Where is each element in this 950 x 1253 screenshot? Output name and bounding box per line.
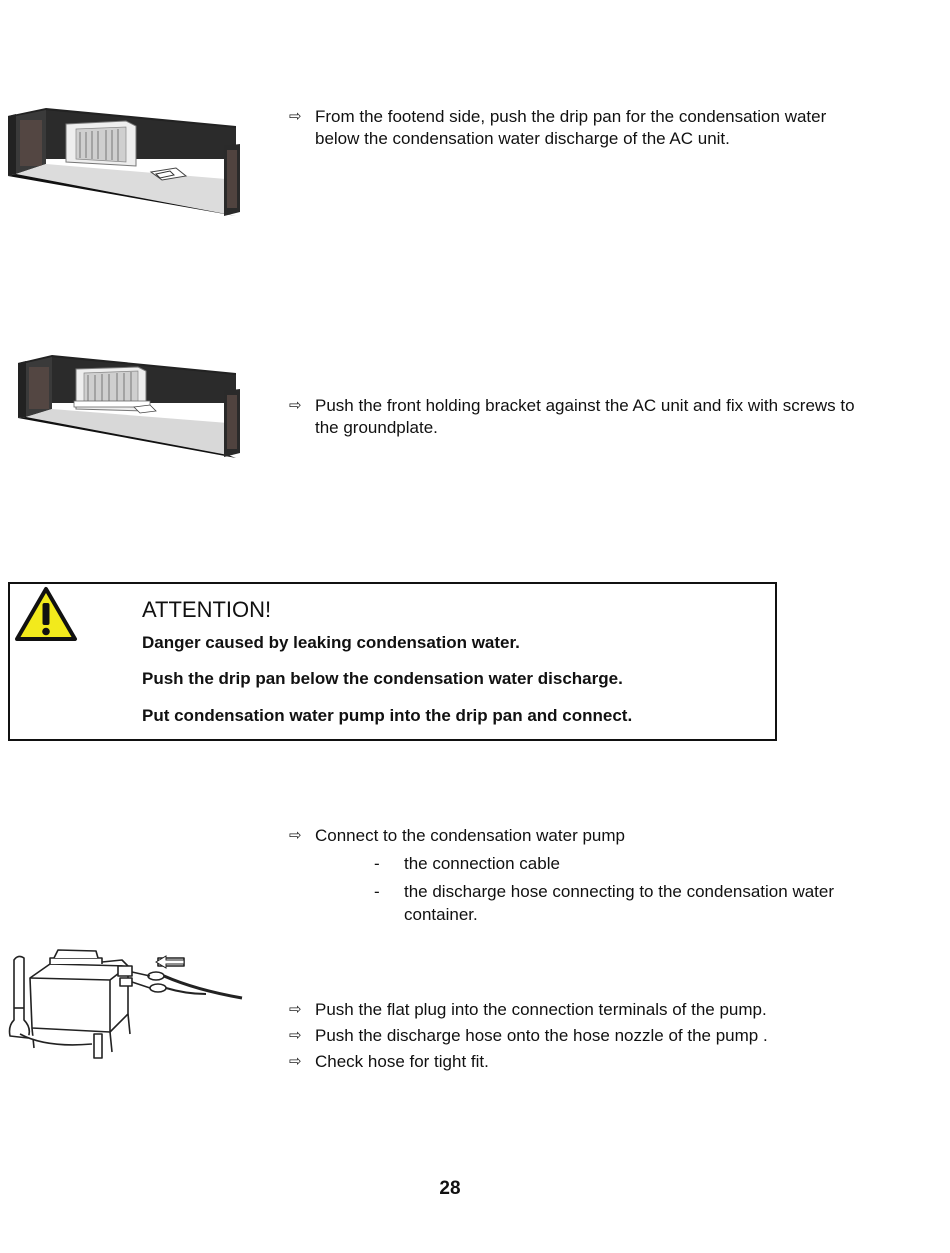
arrow-bullet-icon: ⇨ — [289, 1027, 302, 1044]
step-push-drip-pan: ⇨ From the footend side, push the drip pan for the condensation water below the condensation water discharge of the AC unit. — [289, 107, 827, 148]
step-flat-plug: ⇨ Push the flat plug into the connection terminals of the pump. — [289, 1000, 767, 1019]
attention-title: ATTENTION! — [142, 597, 272, 622]
warning-triangle-icon — [14, 586, 78, 642]
cabinet-drip-pan-illustration — [6, 104, 242, 219]
condensation-pump-illustration — [6, 948, 244, 1066]
attention-line: Put condensation water pump into the drip pan and connect. — [142, 706, 633, 725]
step-holding-bracket: ⇨ Push the front holding bracket against the AC unit and fix with screws to the groundplate. — [289, 396, 855, 437]
arrow-bullet-icon: ⇨ — [289, 397, 302, 414]
step-discharge-hose: ⇨ Push the discharge hose onto the hose nozzle of the pump . — [289, 1026, 768, 1045]
arrow-bullet-icon: ⇨ — [289, 108, 302, 125]
cabinet-bracket-illustration — [16, 353, 242, 461]
step-connect-pump: ⇨ Connect to the condensation water pump — [289, 826, 625, 845]
arrow-bullet-icon: ⇨ — [289, 827, 302, 844]
page-number: 28 — [439, 1178, 461, 1199]
list-item: - the discharge hose connecting to the condensation water container. — [374, 882, 835, 924]
attention-line: Danger caused by leaking condensation water. — [142, 633, 520, 652]
step-check-hose: ⇨ Check hose for tight fit. — [289, 1052, 489, 1071]
attention-line: Push the drip pan below the condensation water discharge. — [142, 669, 623, 688]
list-item: - the connection cable — [374, 854, 560, 873]
arrow-bullet-icon: ⇨ — [289, 1001, 302, 1018]
arrow-bullet-icon: ⇨ — [289, 1053, 302, 1070]
